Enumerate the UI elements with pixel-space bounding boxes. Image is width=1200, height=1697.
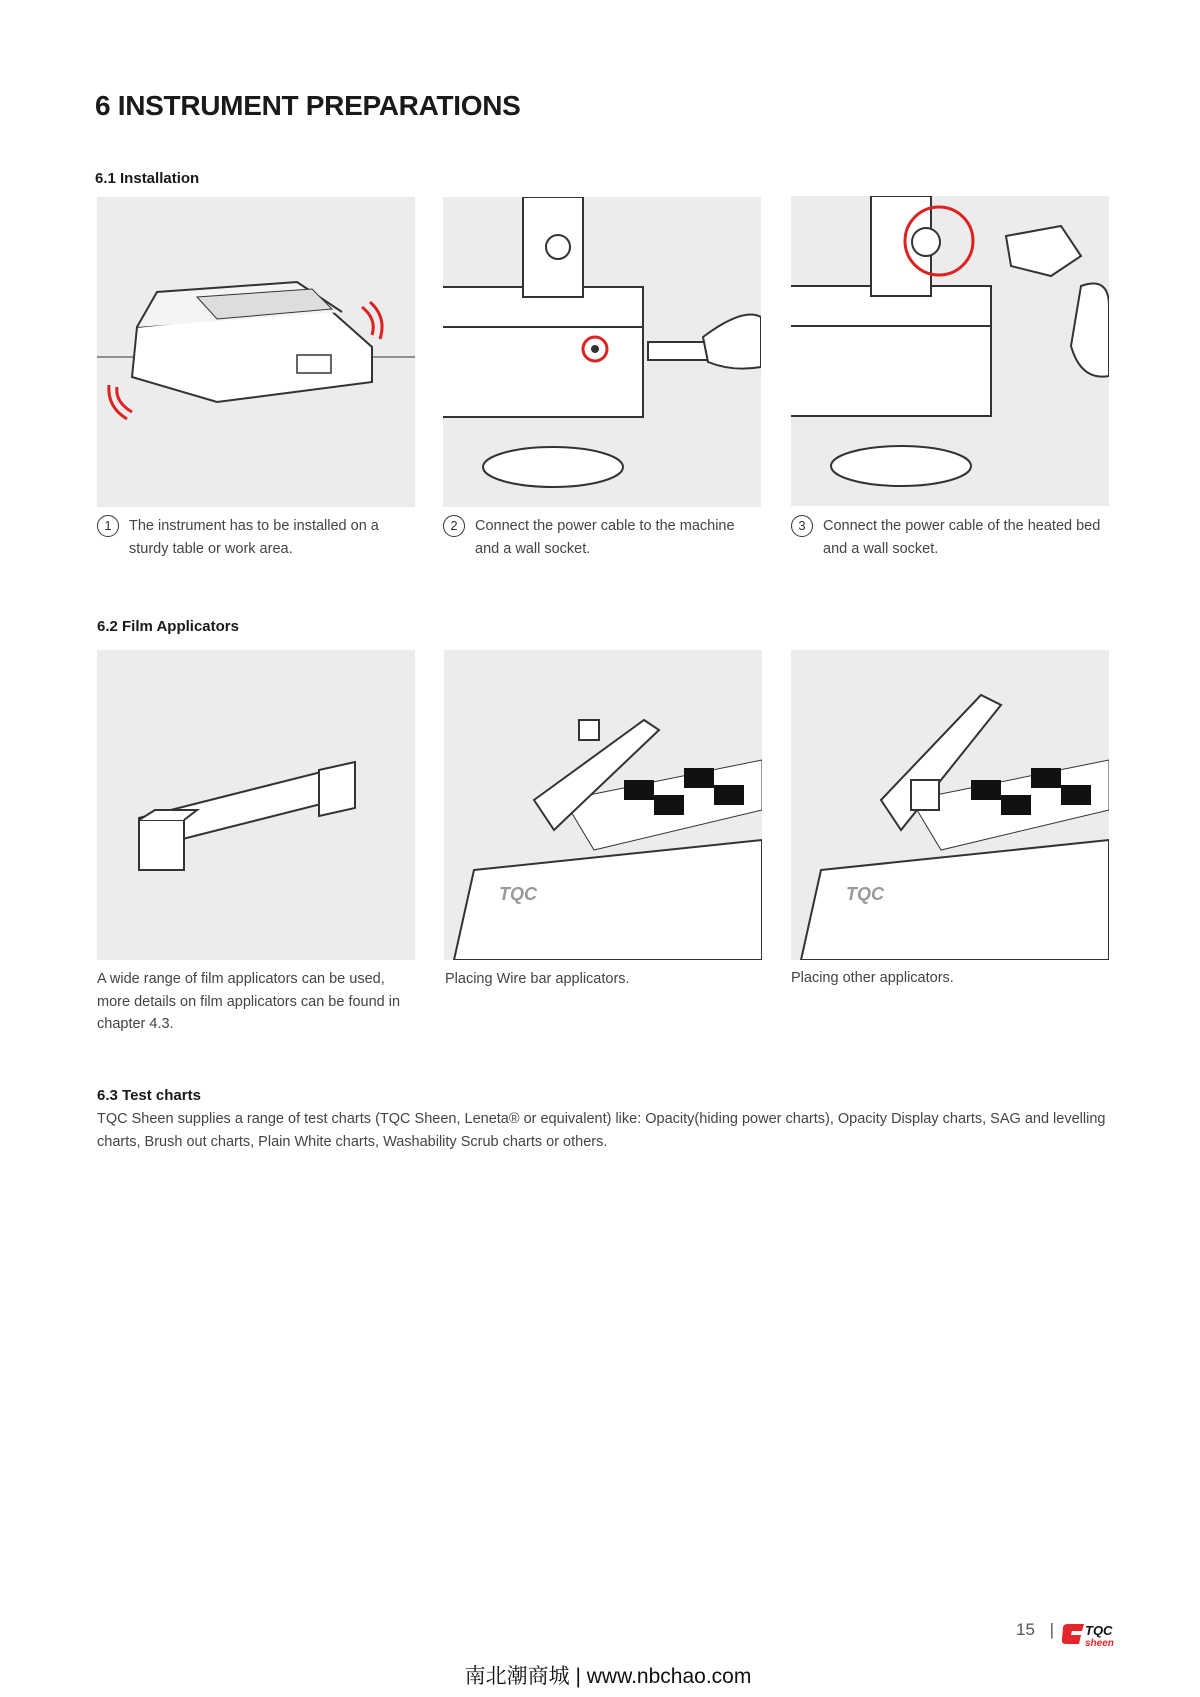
installation-step-1 — [97, 515, 415, 560]
step-number: 3 — [791, 515, 813, 537]
figure-instrument-on-table — [97, 197, 415, 507]
figure-film-applicator — [97, 650, 415, 960]
figure-connect-power-heated-bed — [791, 196, 1109, 506]
step-number: 1 — [97, 515, 119, 537]
svg-text:TQC: TQC — [499, 884, 537, 904]
installation-step-3 — [791, 515, 1109, 560]
step-caption: Connect the power cable of the heated bed and a wall socket. — [823, 518, 1101, 557]
figure-other-applicators — [791, 650, 1109, 960]
tqc-logo-icon — [1060, 1622, 1130, 1648]
page-number: 15 — [1016, 1620, 1035, 1639]
section-heading-film-applicators: 6.2 Film Applicators — [97, 618, 239, 635]
page-title: 6 INSTRUMENT PREPARATIONS — [95, 90, 521, 121]
other-applicator-placement-illustration — [791, 650, 1109, 960]
tqc-sheen-logo — [1060, 1622, 1130, 1648]
svg-text:TQC: TQC — [1085, 1623, 1113, 1638]
heated-bed-power-illustration — [791, 196, 1109, 506]
instrument-illustration — [97, 197, 415, 507]
figure-connect-power-machine — [443, 197, 761, 507]
page-footer — [1016, 1620, 1064, 1640]
svg-text:sheen: sheen — [1085, 1638, 1114, 1648]
step-number: 2 — [443, 515, 465, 537]
step-caption: Connect the power cable to the machine and a wall socket. — [475, 518, 735, 557]
wire-bar-placement-illustration — [444, 650, 762, 960]
watermark: 南北潮商城 | www.nbchao.com — [464, 1665, 752, 1688]
step-caption: The instrument has to be installed on a sturdy table or work area. — [129, 518, 379, 557]
power-connection-illustration — [443, 197, 761, 507]
figure-wire-bar-applicator — [444, 650, 762, 960]
section-heading-test-charts: 6.3 Test charts — [97, 1087, 201, 1104]
film-applicator-caption-2: Placing Wire bar applicators. — [445, 971, 630, 987]
svg-text:TQC: TQC — [846, 884, 884, 904]
installation-step-2 — [443, 515, 761, 560]
test-charts-body: TQC Sheen supplies a range of test charts (TQC Sheen, Leneta® or equivalent) like: Opacity(hiding power charts), Opacity Display charts, SAG and levelling charts, Brush out charts, Plain White charts, Washability Scrub charts or others. — [97, 1111, 1106, 1150]
footer-separator: | — [1049, 1620, 1055, 1639]
section-heading-installation: 6.1 Installation — [95, 170, 200, 187]
film-applicator-caption-3: Placing other applicators. — [791, 970, 954, 986]
applicator-bar-illustration — [97, 650, 415, 960]
film-applicator-caption-1: A wide range of film applicators can be used, more details on film applicators can be found in chapter 4.3. — [97, 971, 401, 1032]
